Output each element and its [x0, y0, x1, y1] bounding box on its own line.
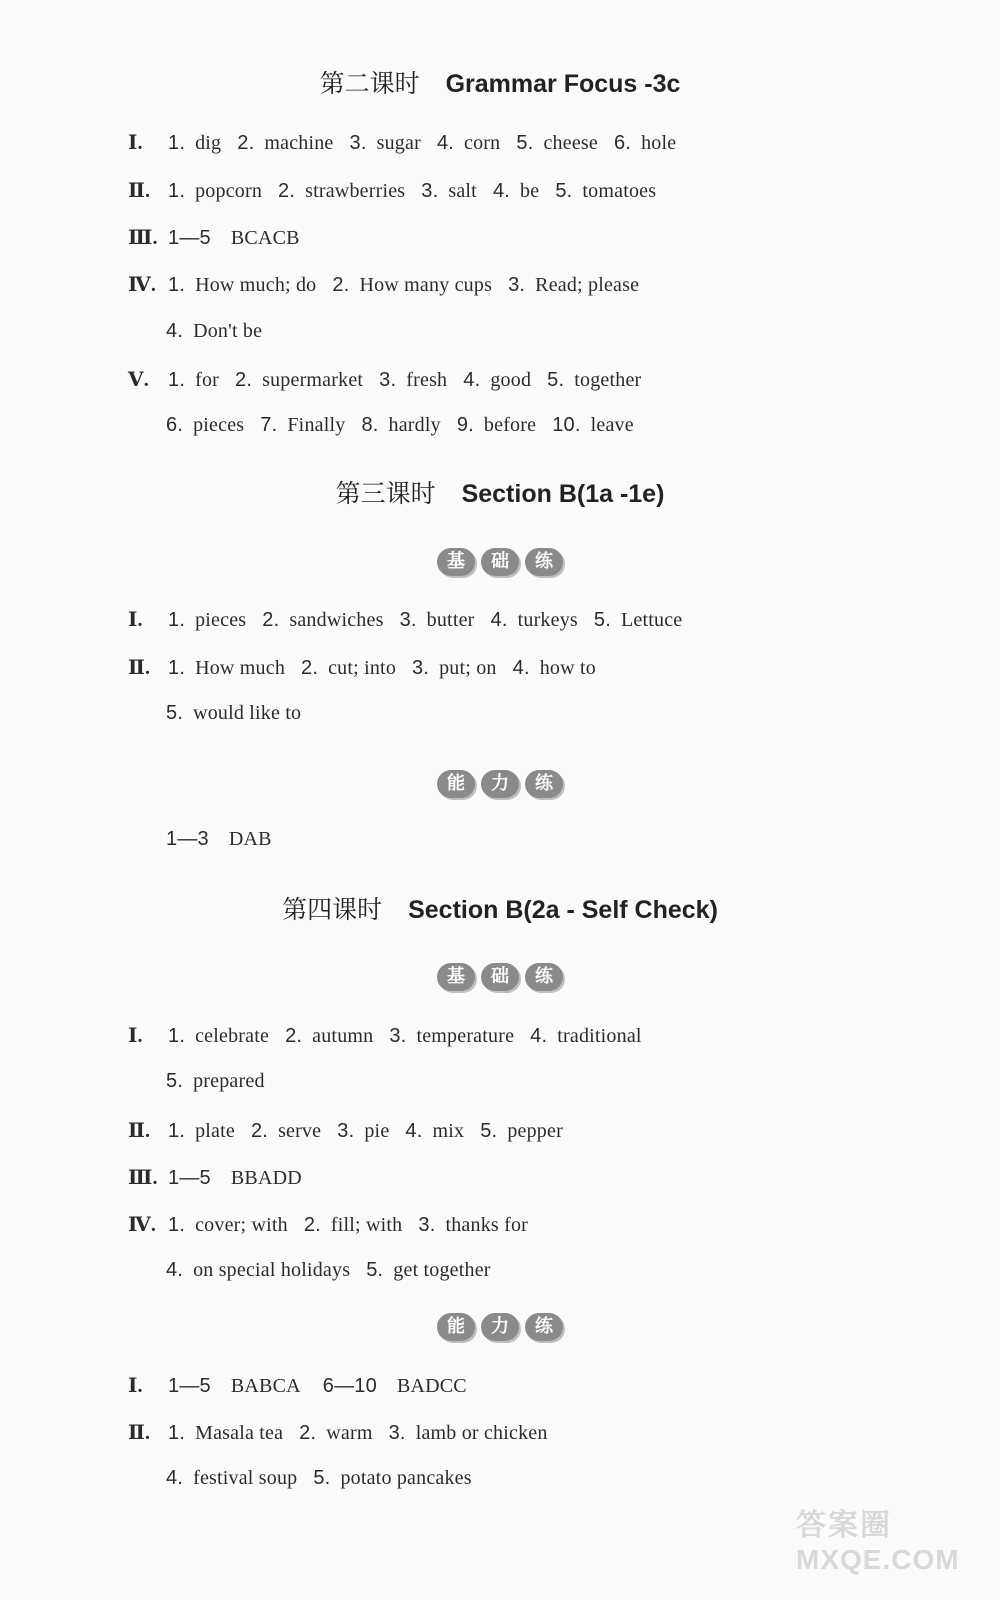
answer-number: 5.: [166, 702, 184, 724]
section-heading-3: [0, 474, 1000, 510]
answer-number: 1.: [168, 1214, 186, 1236]
answer-number: 3.: [337, 1120, 355, 1142]
answer-text: salt: [448, 180, 477, 202]
watermark-bottom: MXQE.COM: [796, 1544, 960, 1575]
badge-char: 力: [481, 770, 519, 798]
answer-number: 1—5: [168, 1375, 211, 1397]
answer-line: [166, 320, 262, 343]
answer-text: BADCC: [396, 1375, 467, 1397]
answer-text: good: [490, 369, 532, 391]
badge-char: 练: [525, 963, 563, 991]
answer-line: [128, 225, 300, 250]
answer-number: 8.: [361, 414, 379, 436]
answer-number: 6.: [613, 132, 632, 154]
answer-number: 4.: [530, 1025, 548, 1047]
answer-text: tomatoes: [582, 180, 657, 202]
answer-number: 5.: [166, 1070, 184, 1092]
answer-number: 1.: [168, 369, 186, 391]
answer-number: 4.: [166, 1259, 184, 1281]
answer-text: hole: [641, 132, 677, 154]
answer-text: strawberries: [305, 180, 406, 202]
answer-number: 2.: [332, 274, 350, 296]
answer-text: popcorn: [195, 180, 263, 202]
answer-text: be: [520, 180, 540, 202]
answer-line: [128, 1420, 548, 1445]
answer-number: 1.: [168, 657, 186, 679]
answer-line: [128, 1212, 528, 1237]
answer-text: on special holidays: [193, 1259, 351, 1281]
answer-text: Lettuce: [620, 609, 683, 631]
answer-text: traditional: [557, 1025, 642, 1047]
answer-text: pieces: [193, 414, 245, 436]
answer-text: How many cups: [359, 274, 493, 296]
answer-number: 1.: [168, 132, 186, 154]
section-title-en: Section B(1a -1e): [461, 480, 665, 508]
answer-number: 4.: [405, 1120, 423, 1142]
answer-number: 2.: [301, 657, 319, 679]
answer-number: 5.: [366, 1259, 384, 1281]
roman-numeral: Ⅱ.: [128, 657, 151, 679]
answer-number: 6.: [166, 414, 184, 436]
answer-text: machine: [264, 132, 334, 154]
answer-number: 5.: [313, 1467, 331, 1489]
answer-text: dig: [195, 132, 222, 154]
answer-text: turkeys: [517, 609, 578, 631]
roman-numeral: Ⅲ.: [128, 1167, 158, 1189]
answer-number: 3.: [508, 274, 526, 296]
answer-text: serve: [278, 1120, 322, 1142]
answer-text: before: [483, 414, 537, 436]
answer-number: 4.: [166, 320, 184, 342]
answer-number: 2.: [299, 1422, 317, 1444]
answer-text: cut; into: [328, 657, 397, 679]
answer-line: [166, 828, 272, 851]
answer-text: potato pancakes: [340, 1467, 472, 1489]
answer-number: 9.: [456, 414, 474, 436]
answer-number: 1—3: [166, 828, 209, 850]
answer-text: pieces: [195, 609, 247, 631]
answer-line: [128, 178, 656, 203]
badge-char: 础: [481, 548, 519, 576]
section-title-en: Section B(2a - Self Check): [408, 896, 718, 924]
answer-text: mix: [432, 1120, 465, 1142]
answer-line: [166, 702, 301, 725]
roman-numeral: Ⅴ.: [128, 369, 149, 391]
answer-number: 3.: [418, 1214, 436, 1236]
answer-number: 5.: [516, 132, 534, 154]
roman-numeral: Ⅳ.: [128, 1214, 157, 1236]
roman-numeral: Ⅰ.: [128, 1025, 143, 1047]
answer-number: 3.: [379, 369, 397, 391]
answer-line: [128, 367, 641, 392]
badge-char: 练: [525, 1313, 563, 1341]
answer-text: leave: [590, 414, 634, 436]
answer-text: get together: [393, 1259, 491, 1281]
answer-number: 6—10: [322, 1375, 377, 1397]
answer-number: 4.: [492, 180, 511, 202]
answer-text: prepared: [193, 1070, 265, 1092]
answer-text: celebrate: [195, 1025, 270, 1047]
answer-number: 10.: [552, 414, 581, 436]
answer-text: together: [574, 369, 642, 391]
roman-numeral: Ⅳ.: [128, 274, 157, 296]
answer-line: [166, 1467, 472, 1490]
answer-number: 2.: [262, 609, 280, 631]
answer-number: 1.: [168, 274, 186, 296]
answer-number: 1—5: [168, 227, 211, 249]
answer-text: sandwiches: [289, 609, 384, 631]
watermark-top: 答案圈: [796, 1509, 892, 1542]
answer-line: [128, 1023, 642, 1048]
answer-text: supermarket: [262, 369, 364, 391]
section-heading-4: [0, 890, 1000, 926]
answer-number: 2.: [237, 132, 255, 154]
ability-practice-badge: [0, 770, 1000, 802]
answer-number: 3.: [389, 1025, 407, 1047]
answer-text: cover; with: [195, 1214, 288, 1236]
basic-practice-badge: [0, 548, 1000, 580]
roman-numeral: Ⅱ.: [128, 1422, 151, 1444]
answer-text: DAB: [228, 828, 272, 850]
section-title-cn: 第三课时: [335, 479, 436, 508]
answer-number: 4.: [490, 609, 508, 631]
answer-text: BBADD: [230, 1167, 302, 1189]
answer-line: [128, 655, 596, 680]
roman-numeral: Ⅰ.: [128, 609, 143, 631]
ability-practice-badge: [0, 1313, 1000, 1345]
answer-text: Masala tea: [195, 1422, 284, 1444]
badge-char: 能: [437, 770, 475, 798]
roman-numeral: Ⅰ.: [128, 132, 143, 154]
answer-text: sugar: [376, 132, 421, 154]
answer-number: 1.: [168, 180, 186, 202]
answer-number: 2.: [250, 1120, 269, 1142]
answer-text: fresh: [406, 369, 448, 391]
answer-number: 7.: [260, 414, 278, 436]
basic-practice-badge: [0, 963, 1000, 995]
answer-number: 1.: [168, 1422, 186, 1444]
answer-number: 1.: [168, 1120, 186, 1142]
answer-text: for: [195, 369, 220, 391]
answer-number: 5.: [547, 369, 565, 391]
roman-numeral: Ⅱ.: [128, 1120, 151, 1142]
answer-text: would like to: [193, 702, 302, 724]
badge-char: 练: [525, 770, 563, 798]
answer-text: hardly: [388, 414, 441, 436]
badge-char: 练: [525, 548, 563, 576]
roman-numeral: Ⅲ.: [128, 227, 158, 249]
answer-number: 5.: [593, 609, 611, 631]
answer-line: [128, 130, 676, 155]
answer-number: 4.: [512, 657, 530, 679]
answer-number: 4.: [166, 1467, 184, 1489]
answer-number: 4.: [436, 132, 455, 154]
answer-number: 2.: [278, 180, 296, 202]
badge-char: 础: [481, 963, 519, 991]
answer-text: butter: [426, 609, 475, 631]
answer-text: plate: [195, 1120, 235, 1142]
answer-line: [166, 414, 634, 437]
answer-text: Read; please: [535, 274, 640, 296]
answer-line: [166, 1070, 265, 1093]
answer-line: [128, 607, 682, 632]
answer-text: pepper: [507, 1120, 563, 1142]
badge-char: 基: [437, 963, 475, 991]
answer-line: [128, 272, 639, 297]
answer-number: 3.: [349, 132, 367, 154]
answer-text: autumn: [312, 1025, 374, 1047]
badge-char: 基: [437, 548, 475, 576]
answer-number: 5.: [480, 1120, 498, 1142]
answer-text: pie: [364, 1120, 390, 1142]
answer-number: 2.: [235, 369, 253, 391]
answer-text: temperature: [416, 1025, 515, 1047]
section-heading-2: [0, 64, 1000, 100]
answer-number: 3.: [421, 180, 439, 202]
answer-text: Finally: [287, 414, 346, 436]
answer-number: 3.: [388, 1422, 406, 1444]
answer-number: 3.: [399, 609, 417, 631]
answer-text: lamb or chicken: [415, 1422, 548, 1444]
badge-char: 能: [437, 1313, 475, 1341]
answer-number: 5.: [555, 180, 573, 202]
answer-text: cheese: [543, 132, 598, 154]
answer-text: how to: [539, 657, 596, 679]
answer-number: 4.: [463, 369, 481, 391]
answer-text: How much: [195, 657, 286, 679]
answer-text: BCACB: [230, 227, 300, 249]
roman-numeral: Ⅱ.: [128, 180, 151, 202]
answer-text: corn: [464, 132, 501, 154]
answer-text: festival soup: [193, 1467, 298, 1489]
answer-number: 2.: [285, 1025, 303, 1047]
answer-line: [166, 1259, 491, 1282]
answer-text: BABCA: [230, 1375, 301, 1397]
section-title-cn: 第二课时: [319, 69, 420, 98]
answer-text: warm: [326, 1422, 373, 1444]
answer-number: 1.: [168, 1025, 186, 1047]
roman-numeral: Ⅰ.: [128, 1375, 143, 1397]
answer-line: [128, 1165, 302, 1190]
section-title-cn: 第四课时: [282, 895, 383, 924]
answer-number: 1.: [168, 609, 186, 631]
answer-text: fill; with: [330, 1214, 403, 1236]
watermark-logo: [796, 1500, 976, 1590]
answer-text: How much; do: [195, 274, 317, 296]
answer-line: [128, 1118, 563, 1143]
badge-char: 力: [481, 1313, 519, 1341]
answer-number: 1—5: [168, 1167, 211, 1189]
answer-text: thanks for: [445, 1214, 529, 1236]
answer-text: put; on: [439, 657, 497, 679]
answer-text: Don't be: [193, 320, 263, 342]
answer-line: [128, 1373, 467, 1398]
answer-number: 2.: [303, 1214, 321, 1236]
section-title-en: Grammar Focus -3c: [445, 70, 681, 98]
answer-number: 3.: [412, 657, 430, 679]
